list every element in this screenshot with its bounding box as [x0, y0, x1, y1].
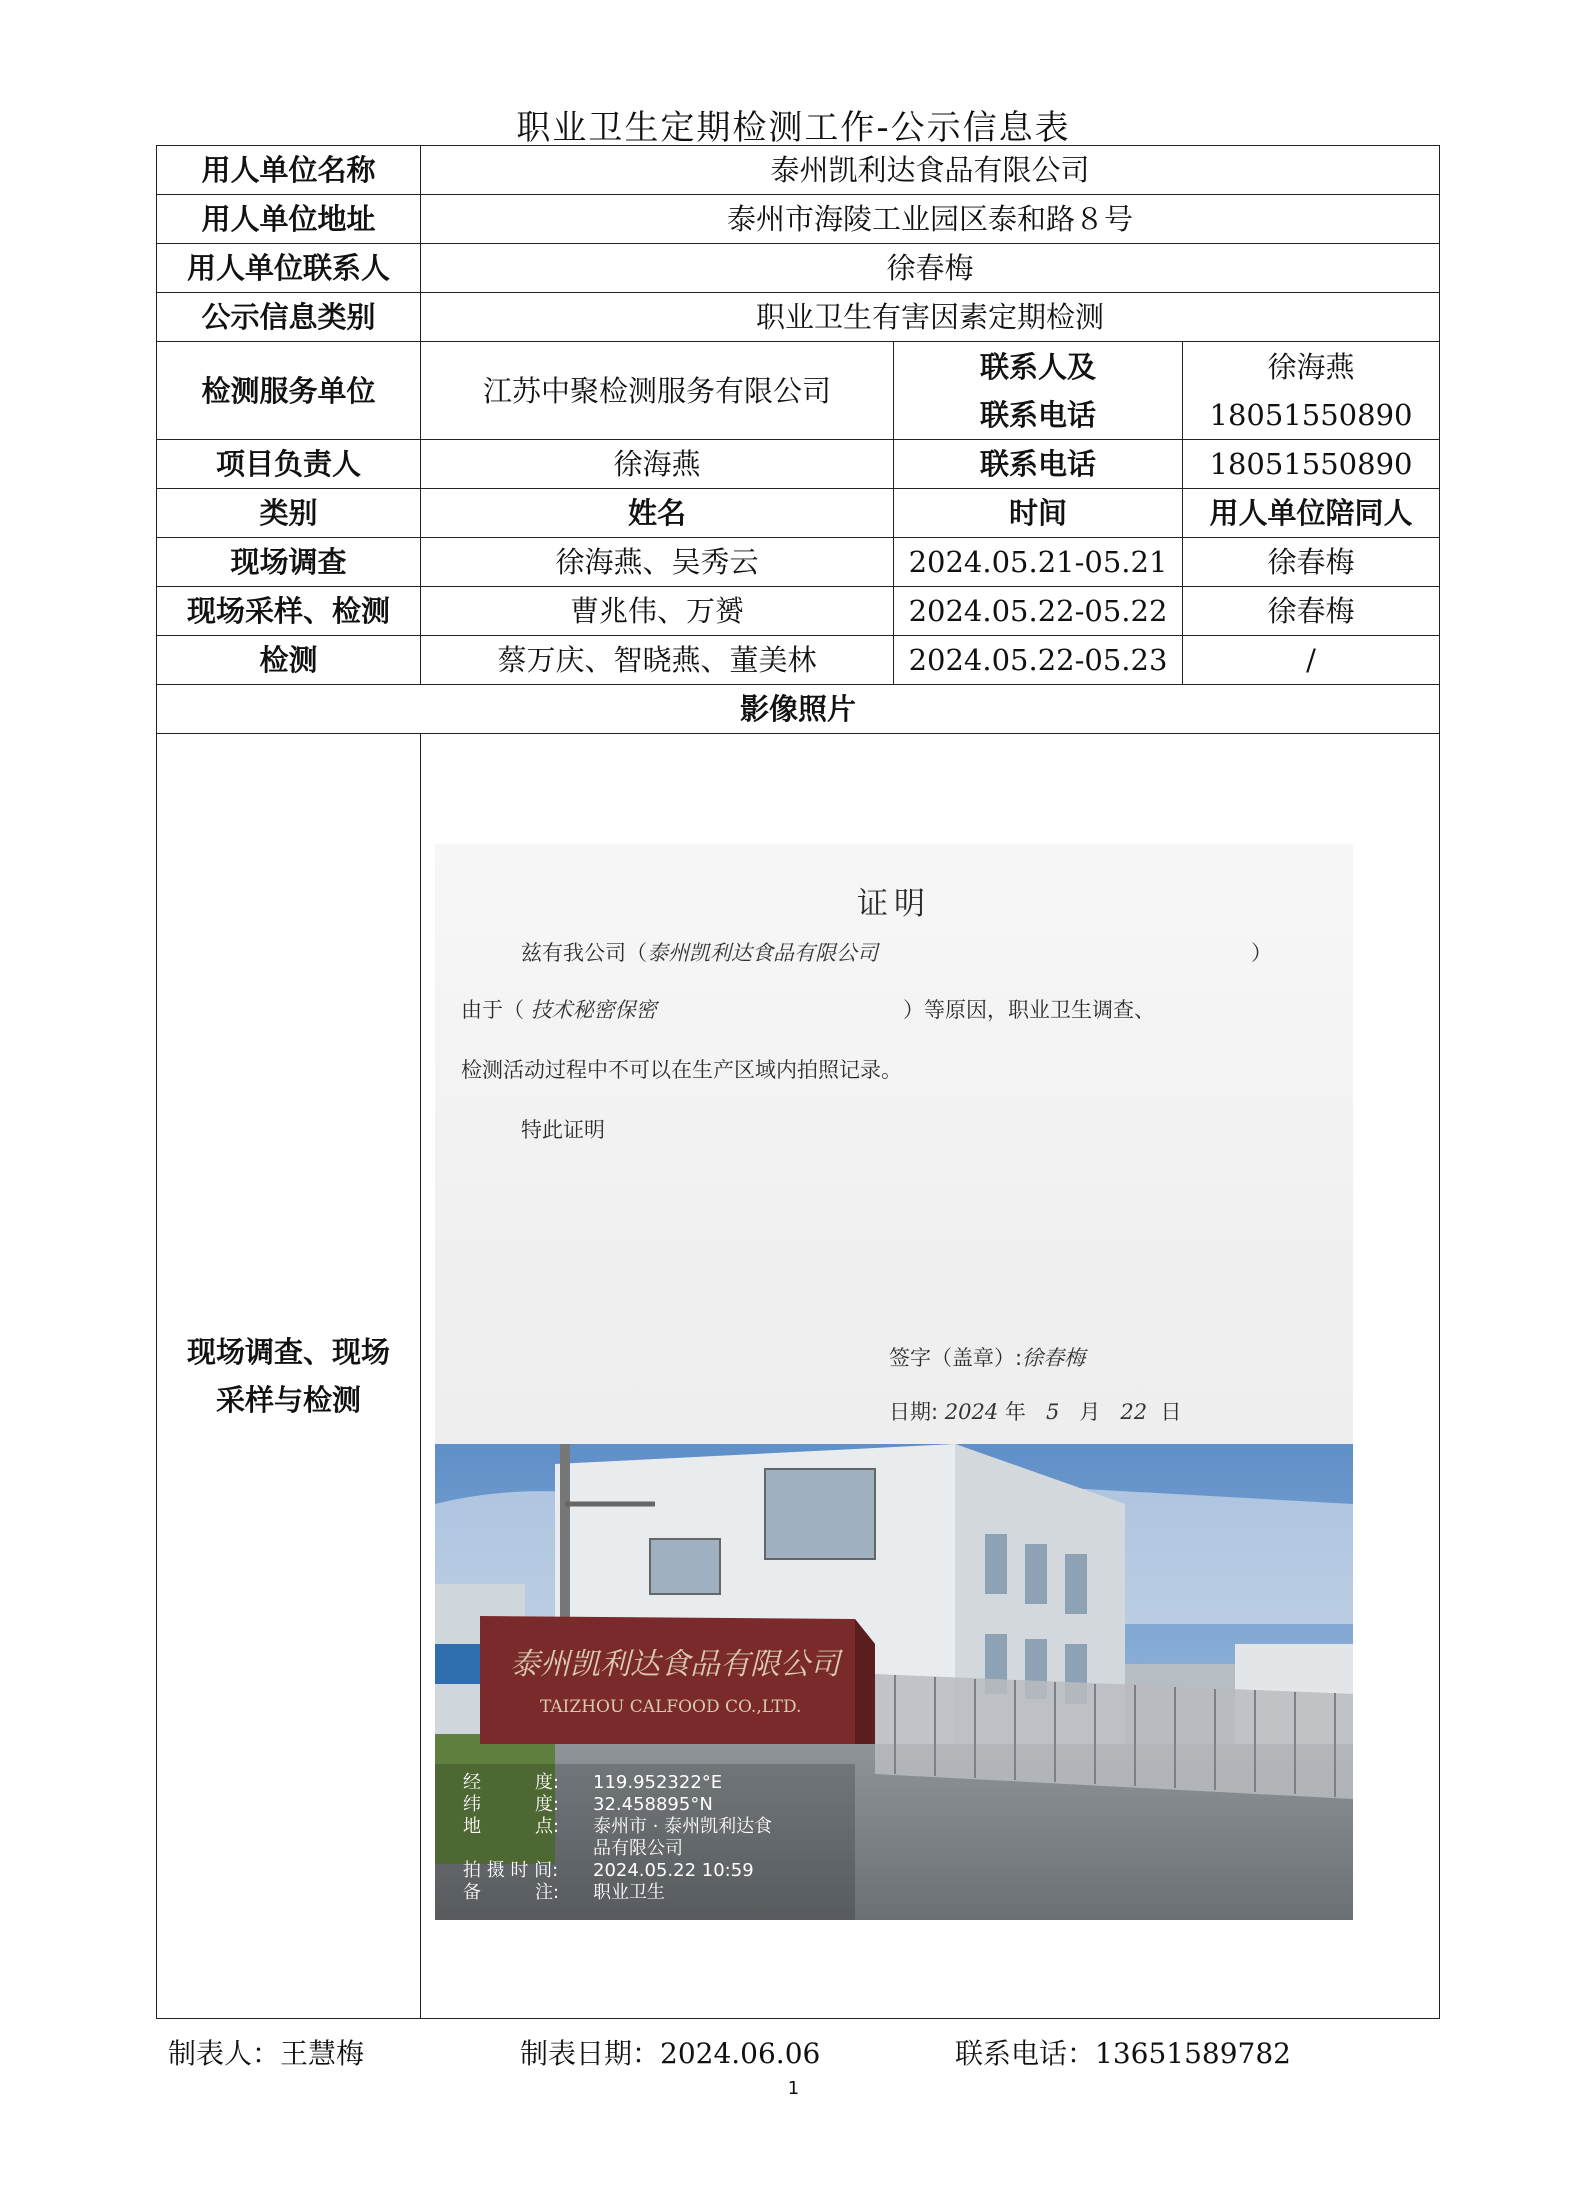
photos-header: 影像照片 — [157, 685, 1440, 734]
activity-time: 2024.05.22-05.23 — [894, 636, 1183, 685]
certificate-signature — [889, 1342, 1085, 1372]
footer-phone: 联系电话：13651589782 — [955, 2037, 1291, 2070]
geo-key: 纬 度: — [463, 1794, 560, 1815]
activity-escort: 徐春梅 — [1183, 587, 1440, 636]
header-escort: 用人单位陪同人 — [1183, 489, 1440, 538]
activity-names: 徐海燕、吴秀云 — [421, 538, 894, 587]
geo-key: 地 点: — [463, 1816, 560, 1837]
certificate-date-day: 22 — [1120, 1400, 1148, 1424]
geo-key — [463, 1838, 593, 1860]
project-lead-phone: 18051550890 — [1183, 440, 1440, 489]
page-number: 1 — [787, 2078, 800, 2099]
geo-value: 2024.05.22 10:59 — [593, 1860, 754, 1881]
certificate-line1 — [521, 937, 878, 967]
company-sign-text-en: TAIZHOU CALFOOD CO.,LTD. — [540, 1697, 802, 1717]
certificate-line1-prefix: 兹有我公司（ — [521, 941, 647, 965]
header-time: 时间 — [894, 489, 1183, 538]
certificate-sign-handwritten: 徐春梅 — [1022, 1346, 1086, 1370]
header-names: 姓名 — [421, 489, 894, 538]
geo-row — [463, 1772, 772, 1794]
activity-escort: / — [1183, 636, 1440, 685]
info-table — [156, 145, 1440, 2019]
activity-time: 2024.05.21-05.21 — [894, 538, 1183, 587]
certificate-sign-label: 签字（盖章）: — [889, 1346, 1023, 1370]
service-unit-value: 江苏中聚检测服务有限公司 — [421, 342, 894, 440]
certificate-line2-suffix: ）等原因，职业卫生调查、 — [903, 998, 1155, 1022]
geo-row — [463, 1882, 772, 1904]
geo-row — [463, 1794, 772, 1816]
project-lead-label: 项目负责人 — [157, 440, 421, 489]
geo-key: 拍 摄 时 间: — [463, 1860, 559, 1881]
activity-category: 检测 — [157, 636, 421, 685]
geo-key: 经 度: — [463, 1772, 560, 1793]
geo-value: 32.458895°N — [593, 1794, 713, 1815]
service-contact-label — [894, 342, 1183, 440]
geo-row — [463, 1860, 772, 1882]
table-row — [157, 636, 1440, 685]
service-contact-label-line2: 联系电话 — [979, 397, 1096, 432]
footer-date: 制表日期：2024.06.06 — [520, 2037, 821, 2070]
certificate-line4: 特此证明 — [521, 1118, 605, 1142]
site-photo — [435, 1444, 1353, 1920]
activity-names: 蔡万庆、智晓燕、董美林 — [421, 636, 894, 685]
certificate-date-month: 5 — [1045, 1400, 1060, 1424]
geo-value: 职业卫生 — [593, 1882, 665, 1903]
info-category-label: 公示信息类别 — [157, 293, 421, 342]
activity-escort: 徐春梅 — [1183, 538, 1440, 587]
service-contact-name: 徐海燕 — [1267, 349, 1355, 384]
employer-address-value: 泰州市海陵工业园区泰和路８号 — [421, 195, 1440, 244]
certificate-date-year: 2024 — [944, 1400, 999, 1424]
service-unit-label: 检测服务单位 — [157, 342, 421, 440]
geo-value: 泰州市 · 泰州凯利达食 — [593, 1816, 773, 1837]
photos-label-line2: 采样与检测 — [215, 1383, 361, 1417]
window — [765, 1469, 875, 1559]
geo-row — [463, 1838, 772, 1860]
certificate-date-day-unit: 日 — [1160, 1400, 1182, 1424]
certificate-title: 证明 — [857, 886, 931, 922]
certificate-date — [889, 1396, 1181, 1426]
company-sign-text: 泰州凯利达食品有限公司 — [510, 1647, 840, 1682]
employer-contact-label: 用人单位联系人 — [157, 244, 421, 293]
activity-names: 曹兆伟、万赟 — [421, 587, 894, 636]
photos-label-line1: 现场调查、现场 — [186, 1335, 390, 1369]
certificate-line2 — [461, 994, 657, 1024]
table-row — [157, 538, 1440, 587]
certificate-company-handwritten: 泰州凯利达食品有限公司 — [647, 941, 878, 965]
employer-address-label: 用人单位地址 — [157, 195, 421, 244]
employer-name-label: 用人单位名称 — [157, 146, 421, 195]
window — [1065, 1554, 1087, 1614]
activity-time: 2024.05.22-05.22 — [894, 587, 1183, 636]
service-contact-value — [1183, 342, 1440, 440]
certificate-reason-handwritten: 技术秘密保密 — [530, 998, 657, 1022]
page-title: 职业卫生定期检测工作-公示信息表 — [516, 108, 1071, 148]
photo-geo-caption — [463, 1772, 772, 1904]
table-row — [157, 587, 1440, 636]
activity-category: 现场采样、检测 — [157, 587, 421, 636]
info-category-value: 职业卫生有害因素定期检测 — [421, 293, 1440, 342]
certificate-date-month-unit: 月 — [1079, 1400, 1101, 1424]
geo-value: 119.952322°E — [593, 1772, 723, 1793]
project-lead-phone-label: 联系电话 — [894, 440, 1183, 489]
photos-cell — [421, 734, 1440, 2019]
employer-name-value: 泰州凯利达食品有限公司 — [421, 146, 1440, 195]
certificate-date-year-unit: 年 — [1004, 1400, 1026, 1424]
certificate-date-label: 日期: — [889, 1400, 939, 1424]
utility-pole — [560, 1444, 570, 1644]
activity-category: 现场调查 — [157, 538, 421, 587]
geo-key: 备 注: — [463, 1882, 560, 1903]
window — [985, 1534, 1007, 1594]
photos-label — [157, 734, 421, 2019]
window — [1025, 1544, 1047, 1604]
service-contact-phone: 18051550890 — [1209, 397, 1413, 432]
window — [650, 1539, 720, 1594]
footer-preparer: 制表人：王慧梅 — [168, 2037, 365, 2070]
project-lead-value: 徐海燕 — [421, 440, 894, 489]
certificate-line2-prefix: 由于（ — [461, 998, 524, 1022]
certificate-image — [435, 844, 1353, 1444]
geo-value: 品有限公司 — [593, 1838, 683, 1859]
geo-row — [463, 1816, 772, 1838]
certificate-line3: 检测活动过程中不可以在生产区域内拍照记录。 — [461, 1058, 902, 1082]
header-category: 类别 — [157, 489, 421, 538]
service-contact-label-line1: 联系人及 — [979, 349, 1096, 384]
certificate-line1-suffix: ） — [1251, 941, 1272, 965]
employer-contact-value: 徐春梅 — [421, 244, 1440, 293]
